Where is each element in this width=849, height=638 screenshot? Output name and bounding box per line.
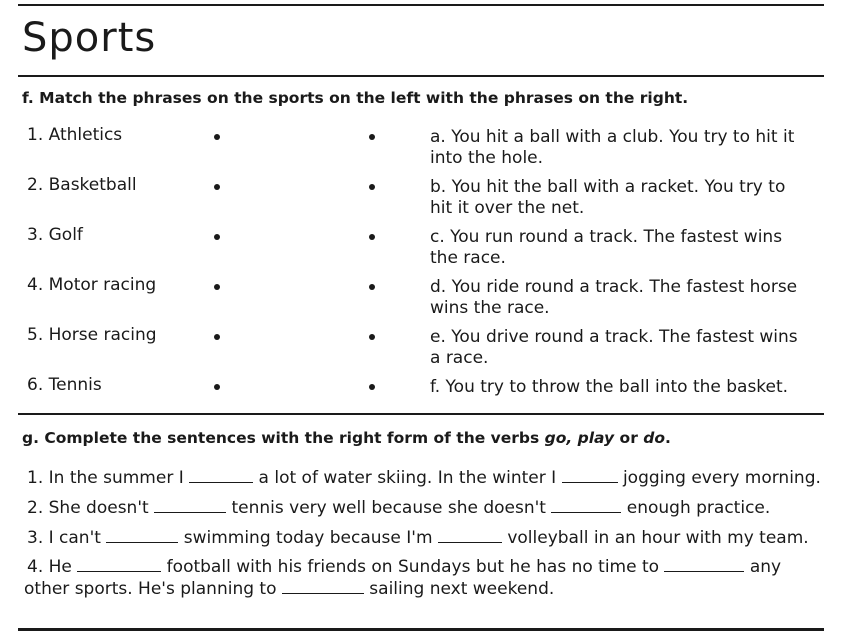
match-dot-left[interactable] — [214, 184, 220, 190]
sentence-4-continued — [24, 578, 824, 600]
instruction-end: . — [665, 429, 671, 447]
description-item — [430, 127, 825, 169]
sentence-text: 4. He — [27, 557, 78, 577]
match-dot-right[interactable] — [369, 234, 375, 240]
sentence-3 — [27, 527, 827, 549]
sentence-text: tennis very well because she doesn't — [226, 498, 552, 518]
description-item — [430, 327, 825, 369]
sport-item: 5. Horse racing — [27, 325, 157, 345]
match-dot-right[interactable] — [369, 334, 375, 340]
description-line-2: the race. — [430, 248, 506, 268]
description-line-2: a race. — [430, 348, 489, 368]
answer-blank[interactable] — [438, 528, 502, 543]
section-divider — [18, 413, 824, 415]
section-g-instruction — [22, 428, 671, 448]
match-dot-left[interactable] — [214, 334, 220, 340]
answer-blank[interactable] — [282, 579, 364, 594]
description-line-1: a. You hit a ball with a club. You try to hit it — [430, 127, 795, 147]
answer-blank[interactable] — [551, 498, 621, 513]
sport-item: 2. Basketball — [27, 175, 137, 195]
sentence-text: volleyball in an hour with my team. — [501, 528, 809, 548]
description-item — [430, 377, 825, 398]
sentence-text: jogging every morning. — [617, 468, 821, 488]
match-dot-right[interactable] — [369, 134, 375, 140]
sentence-text: enough practice. — [621, 498, 771, 518]
sentence-2 — [27, 497, 827, 519]
sport-item: 3. Golf — [27, 225, 83, 245]
instruction-text: g. Complete the sentences with the right form of the verbs — [22, 429, 545, 447]
sentence-text: 2. She doesn't — [27, 498, 155, 518]
bottom-rule — [18, 628, 824, 631]
answer-blank[interactable] — [106, 528, 178, 543]
description-line-1: c. You run round a track. The fastest wins — [430, 227, 783, 247]
match-dot-right[interactable] — [369, 384, 375, 390]
description-line-2: wins the race. — [430, 298, 550, 318]
match-dot-left[interactable] — [214, 284, 220, 290]
verbs-italic: go, play — [544, 429, 615, 447]
sentence-text: football with his friends on Sundays but he has no time to — [161, 557, 665, 577]
section-f-instruction: f. Match the phrases on the sports on the left with the phrases on the right. — [22, 89, 689, 107]
description-line-1: d. You ride round a track. The fastest horse — [430, 277, 798, 297]
answer-blank[interactable] — [154, 498, 226, 513]
description-line-1: e. You drive round a track. The fastest wins — [430, 327, 798, 347]
sentence-text: swimming today because I'm — [178, 528, 438, 548]
description-item — [430, 177, 825, 219]
match-dot-left[interactable] — [214, 384, 220, 390]
sentence-text: a lot of water skiing. In the winter I — [253, 468, 562, 488]
sentence-text: 3. I can't — [27, 528, 107, 548]
description-line-1: b. You hit the ball with a racket. You try to — [430, 177, 786, 197]
sentence-text: 1. In the summer I — [27, 468, 190, 488]
match-dot-left[interactable] — [214, 134, 220, 140]
sentence-text: any — [744, 557, 782, 577]
sentence-text: other sports. He's planning to — [24, 579, 282, 599]
instruction-or: or — [614, 429, 644, 447]
answer-blank[interactable] — [189, 468, 253, 483]
description-line-2: into the hole. — [430, 148, 544, 168]
description-line-2: hit it over the net. — [430, 198, 585, 218]
match-dot-right[interactable] — [369, 184, 375, 190]
answer-blank[interactable] — [562, 468, 618, 483]
sentence-4 — [27, 556, 827, 578]
answer-blank[interactable] — [77, 557, 161, 572]
verb-do: do — [643, 429, 665, 447]
sentence-text: sailing next weekend. — [363, 579, 555, 599]
description-line-1: f. You try to throw the ball into the basket. — [430, 377, 789, 397]
sentence-1 — [27, 467, 827, 489]
title-rule — [18, 75, 824, 77]
sport-item: 4. Motor racing — [27, 275, 157, 295]
description-item — [430, 227, 825, 269]
description-item — [430, 277, 825, 319]
answer-blank[interactable] — [664, 557, 744, 572]
sport-item: 6. Tennis — [27, 375, 102, 395]
top-rule — [18, 4, 824, 6]
sport-item: 1. Athletics — [27, 125, 123, 145]
page-title: Sports — [22, 15, 157, 61]
match-dot-right[interactable] — [369, 284, 375, 290]
match-dot-left[interactable] — [214, 234, 220, 240]
